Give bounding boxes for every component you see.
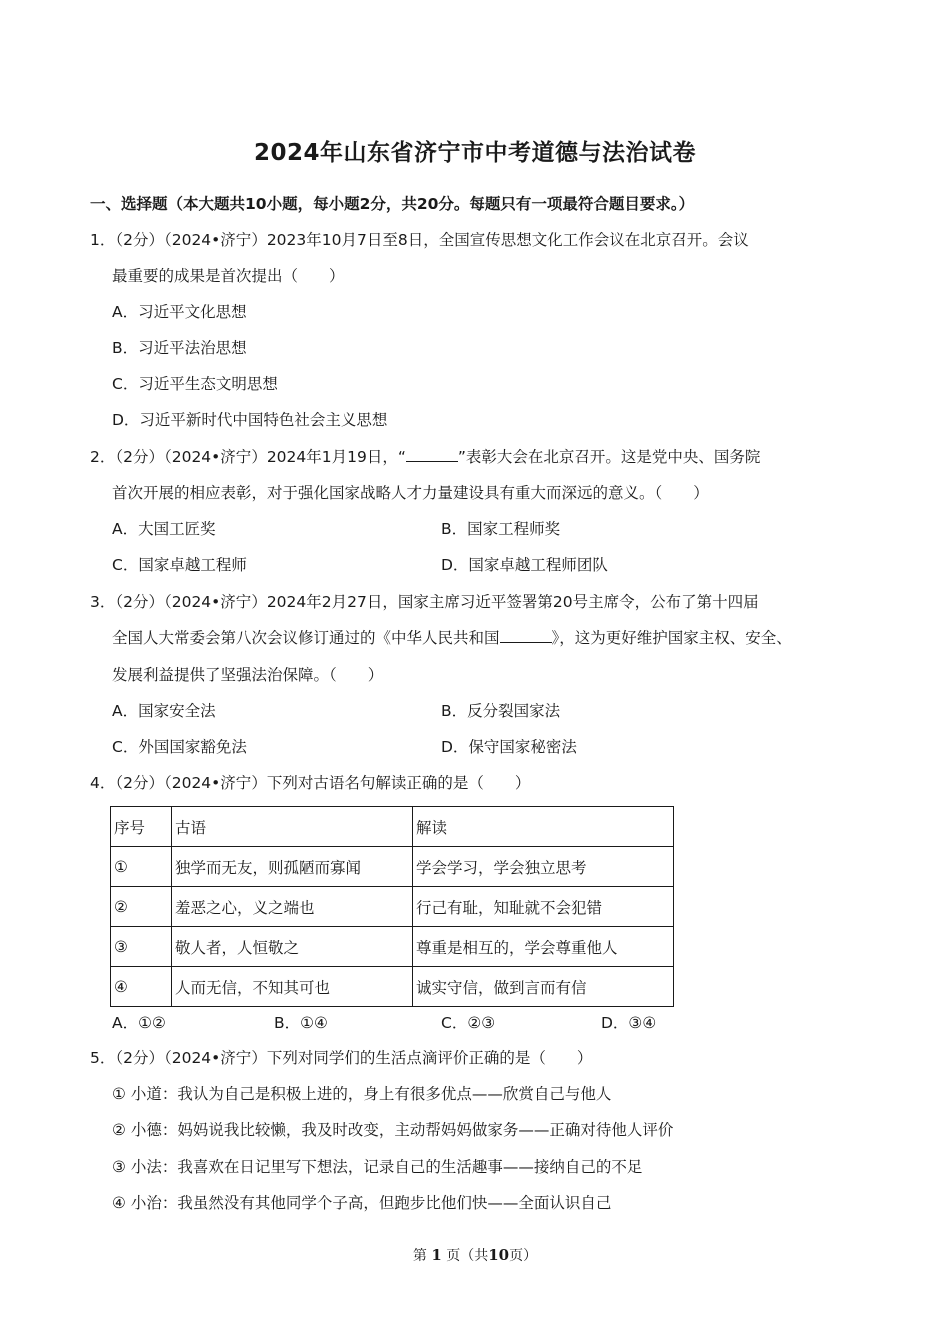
question-5-statement-3: ③ 小法：我喜欢在日记里写下想法，记录自己的生活趣事——接纳自己的不足	[112, 1158, 643, 1176]
table-cell: 诚实守信，做到言而有信	[413, 967, 674, 1007]
question-1-option-c: C．习近平生态文明思想	[112, 375, 278, 393]
table-row	[111, 927, 674, 967]
question-3-option-b: B．反分裂国家法	[441, 702, 561, 720]
question-3-stem-part1: 全国人大常委会第八次会议修订通过的《中华人民共和国	[112, 629, 500, 647]
quotes-table	[110, 806, 674, 1007]
footer-text: 页）	[509, 1248, 538, 1264]
question-4-option-b: B．①④	[274, 1014, 328, 1032]
section-heading: 一、选择题（本大题共10小题，每小题2分，共20分。每题只有一项最符合题目要求。）	[90, 195, 695, 213]
page-total: 10	[488, 1246, 510, 1264]
question-2-stem-part2: ”表彰大会在北京召开。这是党中央、国务院	[457, 448, 761, 466]
question-5-statement-2: ② 小德：妈妈说我比较懒，我及时改变，主动帮妈妈做家务——正确对待他人评价	[112, 1121, 674, 1139]
question-1-option-a: A．习近平文化思想	[112, 303, 247, 321]
question-4-stem: 4．（2分）（2024•济宁）下列对古语名句解读正确的是（ ）	[90, 774, 531, 792]
table-cell: 学会学习，学会独立思考	[413, 847, 674, 887]
footer-text: 第	[412, 1248, 427, 1264]
question-3-stem-cont2: 发展利益提供了坚强法治保障。（ ）	[112, 666, 384, 684]
question-2-option-a: A．大国工匠奖	[112, 520, 216, 538]
table-header-row	[111, 807, 674, 847]
table-header: 序号	[111, 807, 172, 847]
question-1-stem-cont: 最重要的成果是首次提出（ ）	[112, 267, 345, 285]
question-3-stem-cont	[112, 627, 792, 649]
table-cell: 独学而无友，则孤陋而寡闻	[172, 847, 413, 887]
question-2-stem-cont: 首次开展的相应表彰，对于强化国家战略人才力量建设具有重大而深远的意义。（ ）	[112, 484, 709, 502]
table-cell: 尊重是相互的，学会尊重他人	[413, 927, 674, 967]
question-5-statement-4: ④ 小治：我虽然没有其他同学个子高，但跑步比他们快——全面认识自己	[112, 1194, 612, 1212]
table-cell: 羞恶之心，义之端也	[172, 887, 413, 927]
fill-blank	[500, 628, 552, 643]
question-1-option-d: D．习近平新时代中国特色社会主义思想	[112, 411, 388, 429]
question-4-option-c: C．②③	[441, 1014, 496, 1032]
table-cell: ①	[111, 847, 172, 887]
question-3-option-a: A．国家安全法	[112, 702, 216, 720]
table-cell: 人而无信，不知其可也	[172, 967, 413, 1007]
exam-title: 2024年山东省济宁市中考道德与法治试卷	[253, 140, 696, 166]
question-3-stem: 3．（2分）（2024•济宁）2024年2月27日，国家主席习近平签署第20号主席令，公布了第十四届	[90, 593, 759, 611]
table-header: 古语	[172, 807, 413, 847]
table-row	[111, 967, 674, 1007]
question-4-option-d: D．③④	[601, 1014, 657, 1032]
question-2-option-c: C．国家卓越工程师	[112, 556, 247, 574]
question-5-statement-1: ① 小道：我认为自己是积极上进的，身上有很多优点——欣赏自己与他人	[112, 1085, 612, 1103]
table-cell: ②	[111, 887, 172, 927]
question-2-option-d: D．国家卓越工程师团队	[441, 556, 608, 574]
page-footer	[0, 1245, 950, 1265]
table-cell: 敬人者，人恒敬之	[172, 927, 413, 967]
question-1-stem: 1．（2分）（2024•济宁）2023年10月7日至8日，全国宣传思想文化工作会议在北京召开。会议	[90, 231, 749, 249]
question-1-option-b: B．习近平法治思想	[112, 339, 247, 357]
question-3-stem-part2: 》，这为更好维护国家主权、安全、	[551, 629, 792, 647]
question-3-option-c: C．外国国家豁免法	[112, 738, 247, 756]
question-2-stem-part1: 2．（2分）（2024•济宁）2024年1月19日，“	[90, 448, 406, 466]
question-2-option-b: B．国家工程师奖	[441, 520, 561, 538]
table-cell: ③	[111, 927, 172, 967]
question-2-stem	[90, 446, 760, 468]
table-header: 解读	[413, 807, 674, 847]
table-row	[111, 887, 674, 927]
table-cell: 行己有耻，知耻就不会犯错	[413, 887, 674, 927]
fill-blank	[406, 447, 458, 462]
question-3-option-d: D．保守国家秘密法	[441, 738, 577, 756]
question-4-option-a: A．①②	[112, 1014, 166, 1032]
footer-text: 页（共	[446, 1248, 489, 1264]
table-row	[111, 847, 674, 887]
table-cell: ④	[111, 967, 172, 1007]
page-number: 1	[431, 1246, 442, 1264]
question-5-stem: 5．（2分）（2024•济宁）下列对同学们的生活点滴评价正确的是（ ）	[90, 1049, 593, 1067]
